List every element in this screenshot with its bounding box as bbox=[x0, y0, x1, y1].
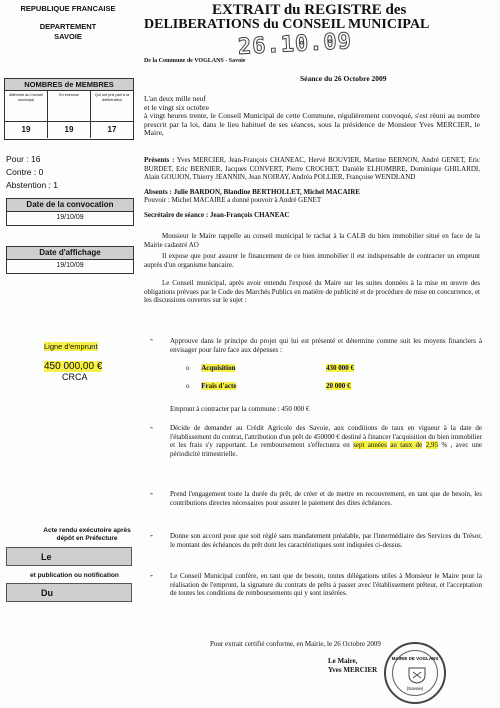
loan-note-amount: 450 000,00 € bbox=[44, 361, 103, 372]
bullet-icon: - bbox=[150, 570, 153, 580]
body-p1: Monsieur le Maire rappelle au conseil municipal le rachat à la CALB du bien immobilier situé en face de la Mairie cadastré AO bbox=[144, 232, 480, 249]
members-val-afferents: 19 bbox=[5, 122, 48, 138]
title-line2: DELIBERATIONS du CONSEIL MUNICIPAL bbox=[144, 17, 430, 32]
cost-acquisition bbox=[186, 364, 354, 372]
seal-sub: (Savoie) bbox=[406, 686, 424, 691]
frais-label: Frais d'acte bbox=[201, 382, 237, 390]
left-header bbox=[8, 4, 128, 42]
affichage-box bbox=[6, 246, 134, 274]
body-b1: Approuve dans le principe du projet qui lui est présenté et détermine comme suit les moyens financiers à envisager pour faire face aux dépenses : bbox=[170, 337, 482, 354]
exec-line3: et publication ou notification bbox=[30, 572, 119, 579]
signature-title: Le Maire, bbox=[328, 657, 358, 665]
body-b3: Prend l'engagement toute la durée du prêt, de créer et de mettre en recouvrement, en tant que de besoin, les contributions directes nécessaires pour assurer le paiement des dites échéances. bbox=[170, 490, 482, 507]
secretaire-name: Jean-François CHANEAC bbox=[209, 211, 290, 219]
members-col-exercice: En exercice bbox=[48, 91, 91, 121]
members-val-exercice: 19 bbox=[48, 122, 91, 138]
circle-bullet-icon: o bbox=[186, 382, 190, 390]
bullet-icon: - bbox=[150, 530, 153, 540]
acq-value: 430 000 € bbox=[326, 364, 354, 372]
loan-note-bank: CRCA bbox=[62, 372, 88, 382]
intro bbox=[144, 95, 480, 138]
convocation-box bbox=[6, 198, 134, 226]
exec-text bbox=[32, 527, 142, 543]
intro-l2: et le vingt six octobre bbox=[144, 102, 209, 112]
bullet-icon: - bbox=[150, 334, 153, 344]
b2-end: % , avec une périodicité trimestrielle. bbox=[170, 441, 483, 458]
exec-line1: Acte rendu exécutoire après bbox=[43, 527, 131, 534]
emprunt-line: Emprunt à contracter par la commune : 450 000 € bbox=[170, 405, 310, 413]
b2-mid: au taux de bbox=[390, 441, 423, 450]
mairie-seal bbox=[384, 642, 446, 704]
secretaire-block bbox=[144, 211, 480, 220]
absents-text: Julie BARDON, Blandine BERTHOLLET, Michel MACAIRE bbox=[173, 188, 361, 196]
department-name: SAVOIE bbox=[54, 32, 82, 41]
body-p2: Il expose que pour assurer le financement de ce bien immobilier il est indispensable de contracter un emprunt auprès d'un organisme bancaire. bbox=[144, 252, 480, 269]
members-col-afferents: Afférents au Conseil municipal bbox=[5, 91, 48, 121]
presents-label: Présents : bbox=[144, 156, 175, 164]
seance-line: Séance du 26 Octobre 2009 bbox=[300, 74, 387, 83]
convocation-date: 19/10/09 bbox=[56, 214, 84, 221]
b2-rate: 2,95 bbox=[425, 441, 438, 450]
loan-note bbox=[44, 342, 102, 382]
b2-years: sept années bbox=[353, 441, 387, 450]
bullet-icon: - bbox=[150, 422, 153, 432]
secretaire-label: Secrétaire de séance : bbox=[144, 211, 209, 219]
intro-l1: L'an deux mille neuf bbox=[144, 94, 206, 103]
body-b4: Donne son accord pour que soit réglé sans mandatement préalable, par l'intermédiaire des Services du Trésor, le montant des échéances du prêt dont les caractéristiques sont indiquées ci-dessus. bbox=[170, 532, 482, 549]
convocation-label: Date de la convocation bbox=[7, 199, 133, 212]
bullet-icon: - bbox=[150, 488, 153, 498]
signature-block bbox=[328, 657, 377, 675]
loan-note-label: Ligne d'emprunt bbox=[44, 342, 98, 351]
signature-name: Yves MERCIER bbox=[328, 666, 378, 674]
closing-line: Pour extrait certifié conforme, en Mairie, le 26 Octobre 2009 bbox=[210, 640, 381, 648]
absents-label: Absents : bbox=[144, 188, 172, 196]
vote-abstention: Abstention : 1 bbox=[6, 180, 58, 190]
presents-block bbox=[144, 156, 480, 182]
commune-line: De la Commune de VOGLANS - Savoie bbox=[144, 58, 246, 64]
members-val-pris-part: 17 bbox=[107, 125, 117, 134]
seal-text: MAIRIE DE VOGLANS bbox=[391, 656, 439, 661]
body-p3: Le Conseil municipal, après avoir entendu l'exposé du Maire sur les suites données à la mise en œuvre des obligations prévues par le Code des Marchés Publics en matière de publicité et de procédure de mise en concurrence, et les discussions ouvertes sur le sujet : bbox=[144, 279, 480, 305]
affichage-label: Date d'affichage bbox=[7, 247, 133, 260]
exec-le-box: Le bbox=[6, 547, 132, 566]
date-stamp: 26.10.09 bbox=[237, 29, 353, 60]
intro-l3: à vingt heures trente, le Conseil Municipal de cette Commune, régulièrement convoqué, s'est réuni au nombre prescrit par la loi, dans le lieu habituel de ses séances, sous la présidence de Monsieur Yves MERCIER, le Maire, bbox=[144, 111, 480, 138]
vote-contre: Contre : 0 bbox=[6, 167, 44, 177]
b2-text: Décide de demander au Crédit Agricole des Savoie, aux conditions de taux en vigueur à la date de l'établissement du contrat, l'attribution d'un prêt de 450000 € destiné à financer l'acquisition du bien immobilier et les frais s'y rapportant. Le remboursement s'effectuera en bbox=[170, 424, 482, 450]
exec-line2: dépôt en Préfecture bbox=[56, 535, 118, 542]
cost-frais bbox=[186, 382, 351, 390]
presents-text: Yves MERCIER, Jean-François CHANEAC, Hervé BOUVIER, Martine BERNON, André GENET, Eric BURDET, Eric BERNIER, Jacques CONVERT, Pierre CROCHET, Danièle ELHOMBRE, Dominique GHILARDI, Alain GOUJON, Thierry JEANNIN, Jean NOIRAY, Andréa POLLIER, Françoise WENDLAND bbox=[144, 156, 481, 182]
affichage-date: 19/10/09 bbox=[56, 262, 84, 269]
pouvoir-line: Pouvoir : Michel MACAIRE a donné pouvoir à André GENET bbox=[144, 196, 322, 204]
body-b2 bbox=[170, 424, 482, 458]
title-line1: EXTRAIT du REGISTRE des bbox=[212, 2, 407, 18]
vote-pour: Pour : 16 bbox=[6, 154, 41, 164]
acq-label: Acquisition bbox=[201, 364, 236, 372]
republic-label: REPUBLIQUE FRANCAISE bbox=[20, 4, 116, 13]
exec-du-box: Du bbox=[6, 583, 132, 602]
members-title: NOMBRES de MEMBRES bbox=[5, 79, 133, 91]
members-col-pris-part: Qui ont pris part à la délibération bbox=[94, 93, 130, 102]
frais-value: 20 000 € bbox=[326, 382, 351, 390]
department-label: DEPARTEMENT bbox=[39, 22, 97, 31]
circle-bullet-icon: o bbox=[186, 364, 190, 372]
seal-emblem-icon bbox=[407, 666, 427, 684]
members-table bbox=[4, 78, 134, 140]
body-b5: Le Conseil Municipal confère, en tant que de besoin, toutes délégations utiles à Monsieur le Maire pour la réalisation de l'emprunt, la signature du contrats de prêts à passer avec l'établissement prêteur, et l'acceptation de toutes les conditions de remboursements qui y sont insérées. bbox=[170, 572, 482, 598]
